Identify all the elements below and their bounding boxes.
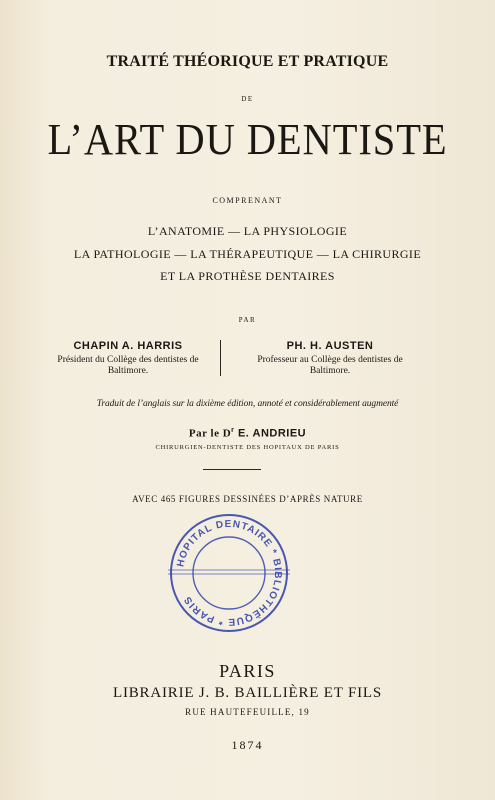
- section-rule: [203, 469, 261, 470]
- subjects-line-1: L’ANATOMIE — LA PHYSIOLOGIE: [147, 224, 348, 238]
- library-stamp: [168, 512, 290, 634]
- publisher-name: LIBRAIRIE J. B. BAILLIÈRE ET FILS: [112, 685, 383, 701]
- translator-sup: r: [231, 427, 235, 434]
- publisher-address: RUE HAUTEFEUILLE, 19: [185, 707, 310, 717]
- translator-name: E. ANDRIEU: [234, 427, 307, 440]
- author-role: Professeur au Collège des dentistes de Baltimore.: [257, 355, 403, 376]
- par-label: PAR: [238, 316, 257, 324]
- author-role: Président du Collège des dentistes de Baltimore.: [57, 355, 199, 376]
- publication-year: 1874: [231, 738, 264, 752]
- translation-note: Traduit de l’anglais sur la dixième édition, annoté et considérablement augmenté: [96, 399, 399, 409]
- publication-city: PARIS: [219, 661, 276, 681]
- author-divider: [220, 340, 221, 376]
- author-harris: [48, 340, 208, 377]
- translator-byline: [0, 427, 495, 440]
- translator-prefix: Par le D: [188, 427, 232, 440]
- figures-note: AVEC 465 FIGURES DESSINÉES D’APRÈS NATURE: [132, 494, 363, 504]
- svg-text:HOPITAL DENTAIRE * BIBLIOTHÈQU: [175, 519, 283, 627]
- book-title-line1: TRAITÉ THÉORIQUE ET PRATIQUE: [106, 53, 389, 70]
- comprenant-label: COMPRENANT: [212, 196, 283, 205]
- translator-role: CHIRURGIEN-DENTISTE DES HOPITAUX DE PARIS: [155, 444, 340, 451]
- subjects-line-3: ET LA PROTHÈSE DENTAIRES: [160, 269, 335, 283]
- book-main-title: L’ART DU DENTISTE: [47, 115, 448, 164]
- author-name: CHAPIN A. HARRIS: [73, 340, 183, 352]
- subjects-line-2: LA PATHOLOGIE — LA THÉRAPEUTIQUE — LA CHIRURGIE: [73, 247, 422, 261]
- book-title-de: DE: [241, 95, 254, 103]
- stamp-text: HOPITAL DENTAIRE * BIBLIOTHÈQUE * PARIS: [175, 518, 284, 628]
- author-name: PH. H. AUSTEN: [286, 340, 374, 352]
- author-austen: [240, 340, 420, 377]
